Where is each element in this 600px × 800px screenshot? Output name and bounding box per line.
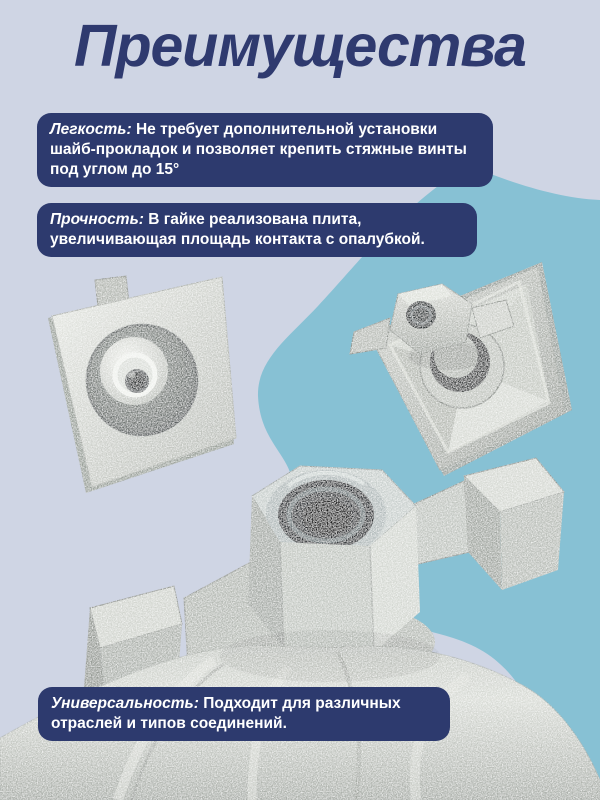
advantage-label: Легкость: (50, 121, 132, 138)
plate-washer-photo (48, 276, 236, 493)
advantage-text: В гайке реализована плита, увеличивающая площадь контакта с опалубкой. (50, 211, 425, 249)
page-title: Преимущества (74, 13, 526, 79)
advantage-card-strength (37, 203, 477, 257)
advantage-label: Прочность: (50, 211, 144, 228)
advantage-text: Подходит для различных отраслей и типов соединений. (51, 695, 401, 733)
advantage-card-versatility (38, 687, 450, 741)
advantage-text: Не требует дополнительной установки шайб-прокладок и позволяет крепить стяжные винты под углом до 15° (50, 121, 467, 179)
advantage-label: Универсальность: (51, 695, 199, 712)
advantage-card-lightness (37, 113, 493, 187)
